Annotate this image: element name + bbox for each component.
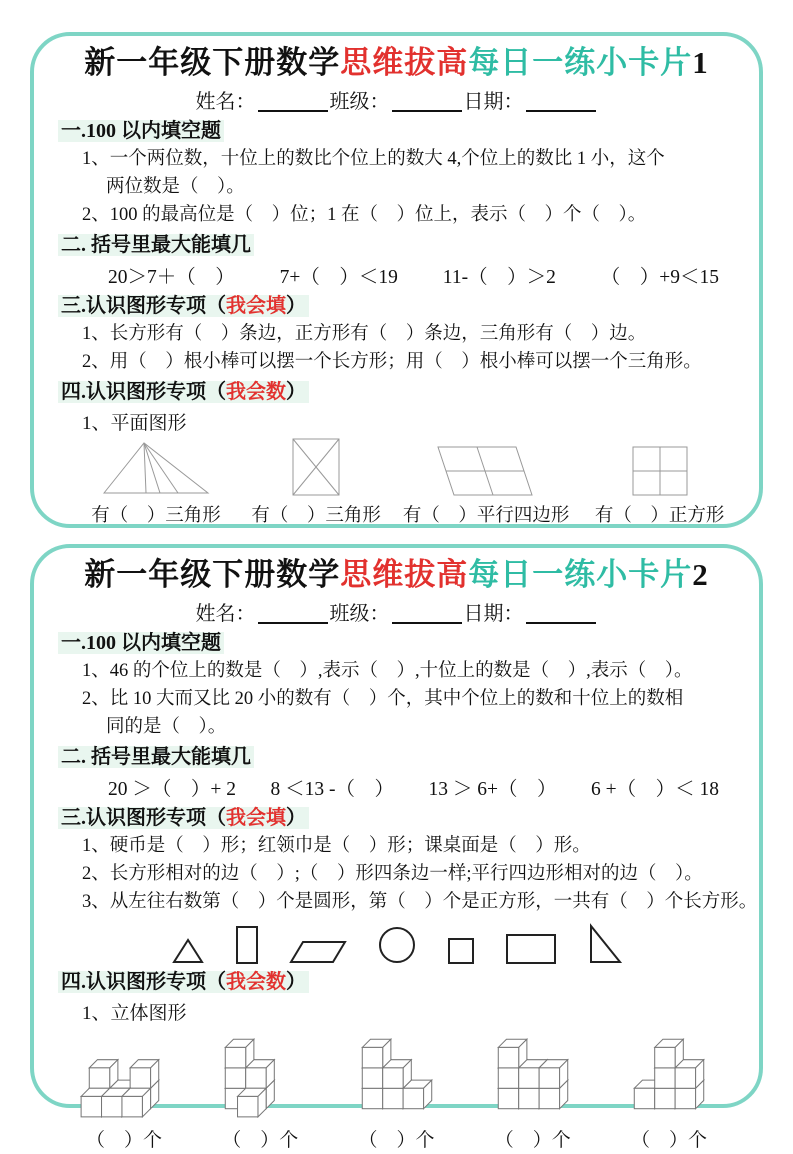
- triangle-shape: [171, 937, 205, 965]
- title-segment-red: 思维拔高: [340, 45, 469, 80]
- rectangle-with-diagonals-figure: [291, 437, 341, 497]
- title-card-number: 1: [692, 45, 709, 80]
- date-blank: [526, 92, 596, 112]
- subsection-label: 1、立体图形: [82, 1002, 187, 1024]
- figure-column: [386, 445, 586, 527]
- tall-rectangle-shape: [235, 925, 259, 965]
- section-1-heading: 一.100 以内填空题: [58, 118, 735, 144]
- class-blank: [392, 92, 462, 112]
- circle-shape: [377, 925, 417, 965]
- section-3-heading: [58, 805, 735, 831]
- cube-stack-figure: [345, 1027, 449, 1123]
- subsection-label: 1、平面图形: [82, 412, 187, 434]
- heading-text: ）: [286, 294, 306, 317]
- parallelogram-shape: [289, 939, 347, 965]
- worksheet-card-2: [30, 544, 763, 1151]
- equation-row: [58, 258, 735, 289]
- equation: （ ）+9＜15: [600, 266, 719, 288]
- title-segment-teal: 每日一练小卡片: [468, 557, 693, 592]
- equation: 20 ＞（ ）+ 2: [108, 778, 236, 800]
- square-shape: [447, 937, 475, 965]
- figure-column: [246, 437, 386, 527]
- cube-stack-figure: [72, 1027, 176, 1123]
- worksheet-title: [58, 554, 735, 596]
- equation-row: [58, 770, 735, 801]
- equation: 11-（ ）＞2: [442, 266, 556, 288]
- cube-stack-figure: [208, 1027, 312, 1123]
- divided-square-figure: [631, 445, 689, 497]
- section-2-heading: 二. 括号里最大能填几: [58, 744, 735, 770]
- info-row: [58, 85, 735, 114]
- class-label: 班级：: [329, 602, 390, 625]
- heading-text: ）: [286, 970, 306, 993]
- figure-column: [586, 445, 733, 527]
- name-label: 姓名：: [195, 90, 256, 113]
- question-line: 1、46 的个位上的数是（ ）,表示（ ）,十位上的数是（ ）,表示（ ）。: [82, 660, 693, 681]
- wide-rectangle-shape: [505, 933, 557, 965]
- date-label: 日期：: [463, 90, 524, 113]
- question-line: 3、从左往右数第（ ）个是圆形，第（ ）个是正方形，一共有（ ）个长方形。: [82, 891, 758, 912]
- cube-figure-row: [58, 1027, 735, 1152]
- heading-text: 三.认识图形专项（: [61, 294, 226, 317]
- heading-text: ）: [286, 806, 306, 829]
- info-row: [58, 597, 735, 626]
- cube-count-label: （ ）个: [358, 1129, 435, 1151]
- question-line: 同的是（ ）。: [106, 716, 227, 737]
- question-line: 两位数是（ ）。: [106, 176, 245, 197]
- question-line: 1、长方形有（ ）条边，正方形有（ ）条边，三角形有（ ）边。: [82, 323, 647, 344]
- date-label: 日期：: [463, 602, 524, 625]
- title-segment-teal: 每日一练小卡片: [468, 45, 693, 80]
- section-2-heading: 二. 括号里最大能填几: [58, 232, 735, 258]
- name-blank: [258, 92, 328, 112]
- worksheet-title: [58, 42, 735, 84]
- name-label: 姓名：: [195, 602, 256, 625]
- cube-figure-column: [72, 1027, 176, 1152]
- heading-text: ）: [286, 380, 306, 403]
- cube-figure-column: [481, 1027, 585, 1152]
- cube-figure-column: [345, 1027, 449, 1152]
- figure-count-label: 有（ ）三角形: [251, 505, 381, 526]
- heading-text: 三.认识图形专项（: [61, 806, 226, 829]
- equation: 20＞7＋（ ）: [108, 266, 235, 288]
- cube-figure-column: [208, 1027, 312, 1152]
- divided-parallelogram-figure: [434, 445, 538, 497]
- figure-count-label: 有（ ）三角形: [91, 505, 221, 526]
- heading-text: 四.认识图形专项（: [61, 380, 226, 403]
- heading-red-text: 我会填: [226, 806, 286, 829]
- title-card-number: 2: [692, 557, 709, 592]
- cube-count-label: （ ）个: [222, 1129, 299, 1151]
- heading-red-text: 我会数: [226, 380, 286, 403]
- section-4-heading: [58, 969, 735, 995]
- question-line: 2、长方形相对的边（ ）;（ ）形四条边一样;平行四边形相对的边（ ）。: [82, 863, 703, 884]
- shape-strip: [58, 919, 735, 965]
- divided-triangle-figure: [96, 439, 216, 497]
- heading-text: 四.认识图形专项（: [61, 970, 226, 993]
- class-blank: [392, 604, 462, 624]
- heading-red-text: 我会填: [226, 294, 286, 317]
- equation: 8 ＜13 -（ ）: [270, 778, 394, 800]
- worksheet-card-1: [30, 32, 763, 528]
- cube-count-label: （ ）个: [85, 1129, 162, 1151]
- equation: 13 ＞ 6+（ ）: [428, 778, 557, 800]
- section-4-heading: [58, 379, 735, 405]
- cube-count-label: （ ）个: [494, 1129, 571, 1151]
- figure-count-label: 有（ ）平行四边形: [402, 505, 570, 526]
- equation: 6 +（ ）＜ 18: [591, 778, 719, 800]
- right-triangle-shape: [587, 923, 623, 965]
- section-3-heading: [58, 293, 735, 319]
- question-line: 2、比 10 大而又比 20 小的数有（ ）个，其中个位上的数和十位上的数相: [82, 688, 684, 709]
- date-blank: [526, 604, 596, 624]
- cube-stack-figure: [481, 1027, 585, 1123]
- heading-red-text: 我会数: [226, 970, 286, 993]
- cube-stack-figure: [617, 1027, 721, 1123]
- question-line: 2、100 的最高位是（ ）位；1 在（ ）位上，表示（ ）个（ ）。: [82, 204, 647, 225]
- question-line: 1、一个两位数，十位上的数比个位上的数大 4,个位上的数比 1 小，这个: [82, 148, 665, 169]
- equation: 7+（ ）＜19: [279, 266, 398, 288]
- plane-figure-row: [58, 435, 735, 527]
- figure-column: [66, 439, 246, 527]
- title-segment-red: 思维拔高: [340, 557, 469, 592]
- question-line: 2、用（ ）根小棒可以摆一个长方形；用（ ）根小棒可以摆一个三角形。: [82, 351, 702, 372]
- cube-count-label: （ ）个: [630, 1129, 707, 1151]
- class-label: 班级：: [329, 90, 390, 113]
- cube-figure-column: [617, 1027, 721, 1152]
- title-segment-black: 新一年级下册数学: [84, 557, 341, 592]
- figure-count-label: 有（ ）正方形: [594, 505, 725, 526]
- question-line: 1、硬币是（ ）形；红领巾是（ ）形；课桌面是（ ）形。: [82, 835, 591, 856]
- section-1-heading: 一.100 以内填空题: [58, 630, 735, 656]
- name-blank: [258, 604, 328, 624]
- title-segment-black: 新一年级下册数学: [84, 45, 341, 80]
